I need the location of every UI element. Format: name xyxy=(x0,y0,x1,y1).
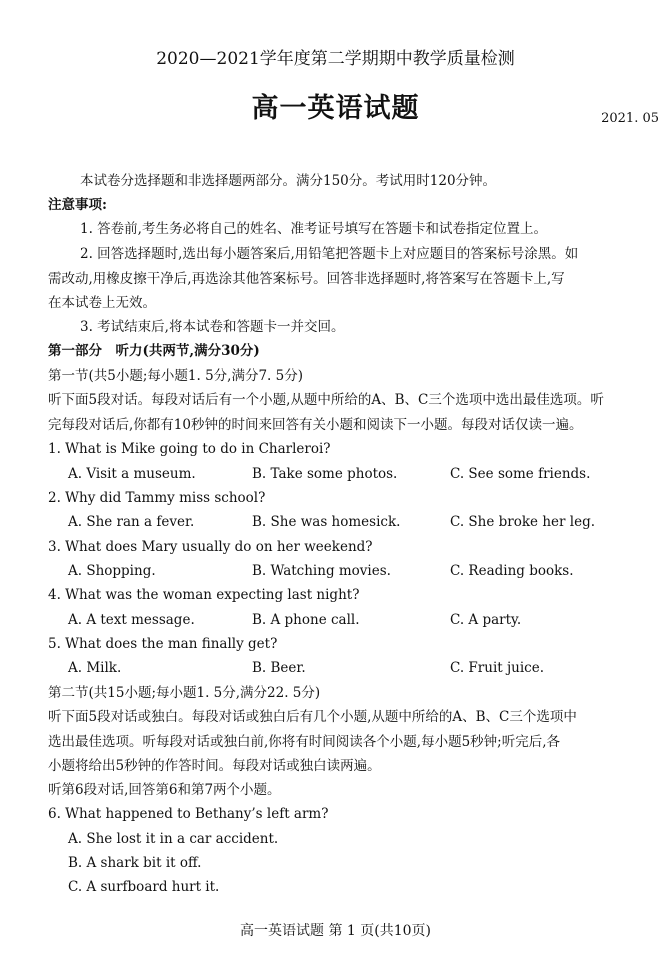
notice-item-1: 1. 答卷前,考生务必将自己的姓名、准考证号填写在答题卡和试卷指定位置上。 xyxy=(80,221,547,237)
q2-option-a: A. She ran a fever. xyxy=(68,514,195,530)
q6-option-a: A. She lost it in a car accident. xyxy=(68,831,279,847)
notice-item-3: 3. 考试结束后,将本试卷和答题卡一并交回。 xyxy=(80,319,345,335)
question-2: 2. Why did Tammy miss school? xyxy=(48,490,266,506)
q5-option-c: C. Fruit juice. xyxy=(450,660,545,676)
question-4: 4. What was the woman expecting last night? xyxy=(48,587,360,603)
q1-option-a: A. Visit a museum. xyxy=(68,466,196,482)
section2-title: 第二节(共15小题;每小题1. 5分,满分22. 5分) xyxy=(48,685,321,701)
q5-option-a: A. Milk. xyxy=(68,660,122,676)
q1-option-c: C. See some friends. xyxy=(450,466,591,482)
q5-option-b: B. Beer. xyxy=(252,660,306,676)
q2-option-c: C. She broke her leg. xyxy=(450,514,596,530)
notice-item-2-line-1: 2. 回答选择题时,选出每小题答案后,用铅笔把答题卡上对应题目的答案标号涂黑。如 xyxy=(80,246,579,262)
section1-instruction-line-2: 完每段对话后,你都有10秒钟的时间来回答有关小题和阅读下一小题。每段对话仅读一遍。 xyxy=(48,417,583,433)
q4-option-c: C. A party. xyxy=(450,612,522,628)
question-6: 6. What happened to Bethany’s left arm? xyxy=(48,806,329,822)
part1-title: 第一部分 听力(共两节,满分30分) xyxy=(48,343,260,359)
q2-option-b: B. She was homesick. xyxy=(252,514,401,530)
section2-instruction-line-1: 听下面5段对话或独白。每段对话或独白后有几个小题,从题中所给的A、B、C三个选项中 xyxy=(48,709,577,725)
notice-item-2-line-3: 在本试卷上无效。 xyxy=(48,295,156,311)
section1-instruction-line-1: 听下面5段对话。每段对话后有一个小题,从题中所给的A、B、C三个选项中选出最佳选项。听 xyxy=(48,392,604,408)
notice-item-2-line-2: 需改动,用橡皮擦干净后,再选涂其他答案标号。回答非选择题时,将答案写在答题卡上,写 xyxy=(48,271,565,287)
exam-date: 2021. 05 xyxy=(601,111,659,126)
page-footer: 高一英语试题 第 1 页(共10页) xyxy=(240,923,431,939)
q6-option-c: C. A surfboard hurt it. xyxy=(68,879,220,895)
question-1: 1. What is Mike going to do in Charleroi? xyxy=(48,441,331,457)
dialog-6-instruction: 听第6段对话,回答第6和第7两个小题。 xyxy=(48,782,281,798)
intro-text: 本试卷分选择题和非选择题两部分。满分150分。考试用时120分钟。 xyxy=(80,173,497,189)
notice-title: 注意事项: xyxy=(48,197,107,213)
question-5: 5. What does the man finally get? xyxy=(48,636,278,652)
section1-title: 第一节(共5小题;每小题1. 5分,满分7. 5分) xyxy=(48,368,303,384)
main-title: 高一英语试题 xyxy=(251,93,420,124)
section2-instruction-line-2: 选出最佳选项。听每段对话或独白前,你将有时间阅读各个小题,每小题5秒钟;听完后,各 xyxy=(48,734,561,750)
q3-option-b: B. Watching movies. xyxy=(252,563,391,579)
q4-option-a: A. A text message. xyxy=(68,612,195,628)
exam-title: 2020—2021学年度第二学期期中教学质量检测 xyxy=(156,49,515,69)
section2-instruction-line-3: 小题将给出5秒钟的作答时间。每段对话或独白读两遍。 xyxy=(48,758,381,774)
q4-option-b: B. A phone call. xyxy=(252,612,360,628)
q3-option-a: A. Shopping. xyxy=(68,563,156,579)
q3-option-c: C. Reading books. xyxy=(450,563,574,579)
q6-option-b: B. A shark bit it off. xyxy=(68,855,202,871)
question-3: 3. What does Mary usually do on her weekend? xyxy=(48,539,373,555)
q1-option-b: B. Take some photos. xyxy=(252,466,398,482)
